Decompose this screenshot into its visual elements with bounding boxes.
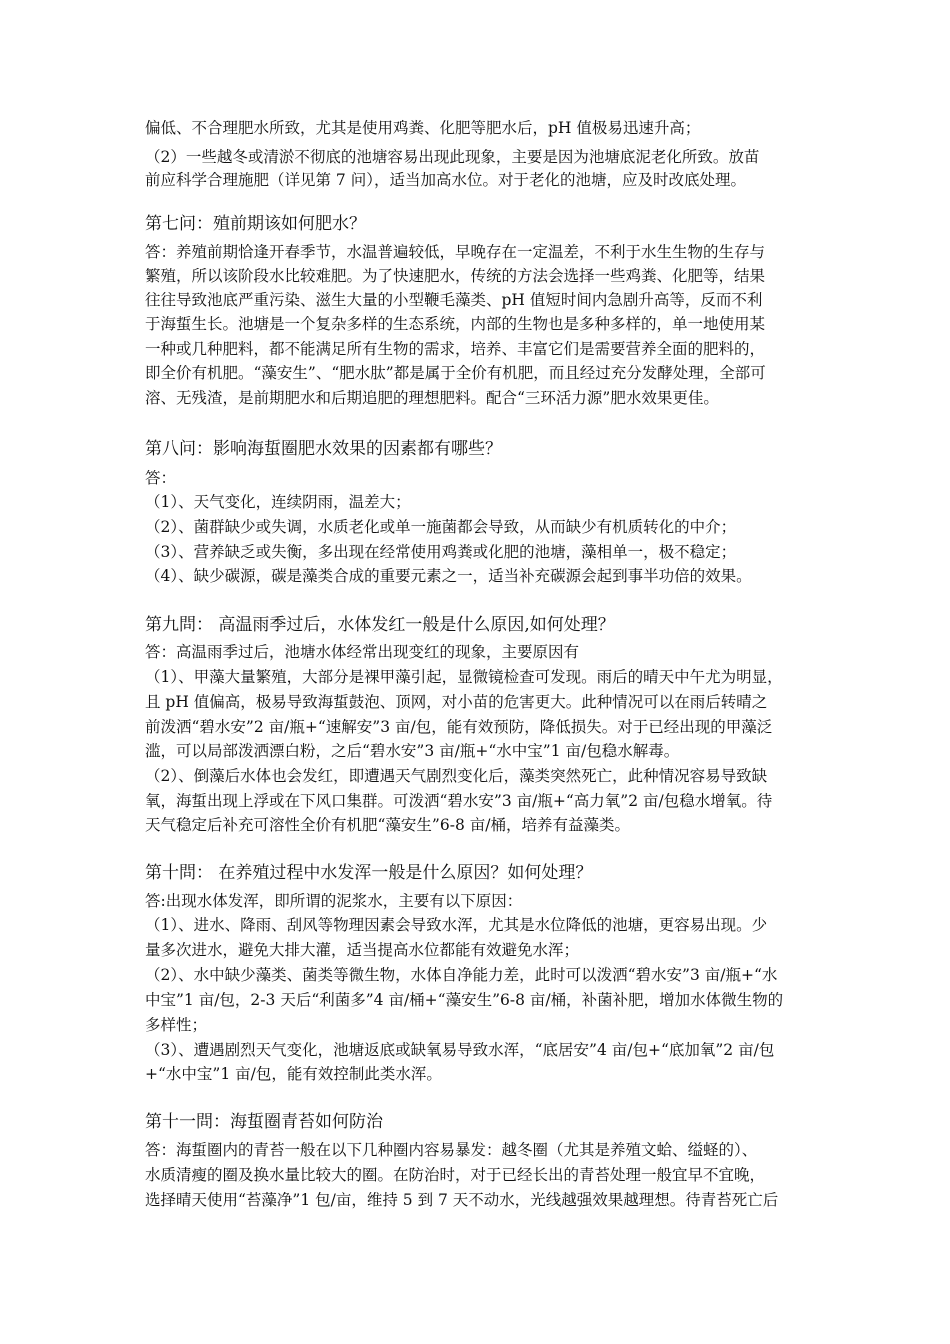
paragraph-line: 量多次进水，避免大排大灌，适当提高水位都能有效避免水浑； <box>145 941 580 959</box>
paragraph-line: 氧，海蜇出现上浮或在下风口集群。可泼洒“碧水安”3 亩/瓶+“高力氧”2 亩/包稳水增氧。待 <box>145 792 773 810</box>
paragraph-line: 中宝”1 亩/包，2-3 天后“利菌多”4 亩/桶+“藻安生”6-8 亩/桶，补菌补肥，增加水体微生物的 <box>145 991 784 1009</box>
paragraph-line: 水质清瘦的圈及换水量比较大的圈。在防治时，对于已经长出的青苔处理一般宜早不宜晚， <box>145 1166 766 1184</box>
section-heading: 第八问：影响海蜇圈肥水效果的因素都有哪些？ <box>145 439 502 459</box>
paragraph-line: 答：高温雨季过后，池塘水体经常出现变红的现象，主要原因有 <box>145 643 580 661</box>
paragraph-line: 即全价有机肥。“藻安生”、“肥水肽”都是属于全价有机肥，而且经过充分发酵处理，全部可 <box>145 364 766 382</box>
section-heading: 第十一問：海蜇圈青苔如何防治 <box>145 1112 383 1132</box>
paragraph-line: 多样性； <box>145 1016 208 1034</box>
paragraph-line: 前应科学合理施肥（详见第 7 问），适当加高水位。对于老化的池塘，应及时改底处理。 <box>145 171 746 189</box>
paragraph-line: 且 pH 值偏高，极易导致海蜇鼓泡、顶网，对小苗的危害更大。此种情况可以在雨后转晴之 <box>145 693 768 711</box>
list-item: （1）、天气变化，连续阴雨，温差大； <box>145 493 411 511</box>
list-item: （4）、缺少碳源，碳是藻类合成的重要元素之一，适当补充碳源会起到事半功倍的效果。 <box>145 567 752 585</box>
list-item: （1）、进水、降雨、刮风等物理因素会导致水浑，尤其是水位降低的池塘，更容易出现。少 <box>145 916 768 934</box>
paragraph-line: 繁殖，所以该阶段水比较难肥。为了快速肥水，传统的方法会选择一些鸡粪、化肥等，结果 <box>145 267 766 285</box>
paragraph-line: 滥，可以局部泼洒漂白粉，之后“碧水安”3 亩/瓶+“水中宝”1 亩/包稳水解毒。 <box>145 742 680 760</box>
section-heading: 第七问：殖前期该如何肥水？ <box>145 214 366 234</box>
list-item: （2）、水中缺少藻类、菌类等微生物，水体自净能力差，此时可以泼洒“碧水安”3 亩/瓶+“水 <box>145 966 778 984</box>
paragraph-line: 前泼洒“碧水安”2 亩/瓶+“速解安”3 亩/包，能有效预防，降低损失。对于已经出现的甲藻泛 <box>145 718 773 736</box>
paragraph-line: 答：养殖前期恰逢开春季节，水温普遍较低，早晚存在一定温差，不利于水生生物的生存与 <box>145 243 766 261</box>
list-item: （3）、遭遇剧烈天气变化，池塘返底或缺氧易导致水浑，“底居安”4 亩/包+“底加氧”2 亩/包 <box>145 1041 775 1059</box>
paragraph-line: 于海蜇生长。池塘是一个复杂多样的生态系统，内部的生物也是多种多样的，单一地使用某 <box>145 315 766 333</box>
paragraph-line: +“水中宝”1 亩/包，能有效控制此类水浑。 <box>145 1065 442 1083</box>
list-item: （3）、营养缺乏或失衡，多出现在经常使用鸡粪或化肥的池塘，藻相单一，极不稳定； <box>145 543 737 561</box>
section-heading: 第十問： 在养殖过程中水发浑一般是什么原因？如何处理？ <box>145 863 593 883</box>
list-item: （1）、甲藻大量繁殖，大部分是裸甲藻引起，显微镜检查可发现。雨后的晴天中午尤为明显， <box>145 668 783 686</box>
paragraph-line: 选择晴天使用“苔藻净”1 包/亩，维持 5 到 7 天不动水，光线越强效果越理想。待青苔死亡后 <box>145 1191 779 1209</box>
paragraph-line: 溶、无残渣，是前期肥水和后期追肥的理想肥料。配合“三环活力源”肥水效果更佳。 <box>145 389 719 407</box>
paragraph-line: 天气稳定后补充可溶性全价有机肥“藻安生”6-8 亩/桶，培养有益藻类。 <box>145 816 630 834</box>
paragraph-line: 一种或几种肥料，都不能满足所有生物的需求，培养、丰富它们是需要营养全面的肥料的， <box>145 340 766 358</box>
paragraph-line: 偏低、不合理肥水所致，尤其是使用鸡粪、化肥等肥水后，pH 值极易迅速升高； <box>145 119 701 137</box>
paragraph-line: 答:出现水体发浑，即所谓的泥浆水，主要有以下原因： <box>145 892 523 910</box>
paragraph-line: 答：海蜇圈内的青苔一般在以下几种圈内容易暴发：越冬圈（尤其是养殖文蛤、缢蛏的）、 <box>145 1141 758 1159</box>
paragraph-line: 答： <box>145 469 177 487</box>
list-item: （2）、菌群缺少或失调，水质老化或单一施菌都会导致，从而缺少有机质转化的中介； <box>145 518 737 536</box>
paragraph-line: （2）一些越冬或清淤不彻底的池塘容易出现此现象，主要是因为池塘底泥老化所致。放苗 <box>145 148 760 166</box>
paragraph-line: 往往导致池底严重污染、滋生大量的小型鞭毛藻类、pH 值短时间内急剧升高等，反而不利 <box>145 291 763 309</box>
list-item: （2）、倒藻后水体也会发红，即遭遇天气剧烈变化后，藻类突然死亡，此种情况容易导致缺 <box>145 767 768 785</box>
section-heading: 第九問： 高温雨季过后，水体发红一般是什么原因,如何处理？ <box>145 615 615 635</box>
